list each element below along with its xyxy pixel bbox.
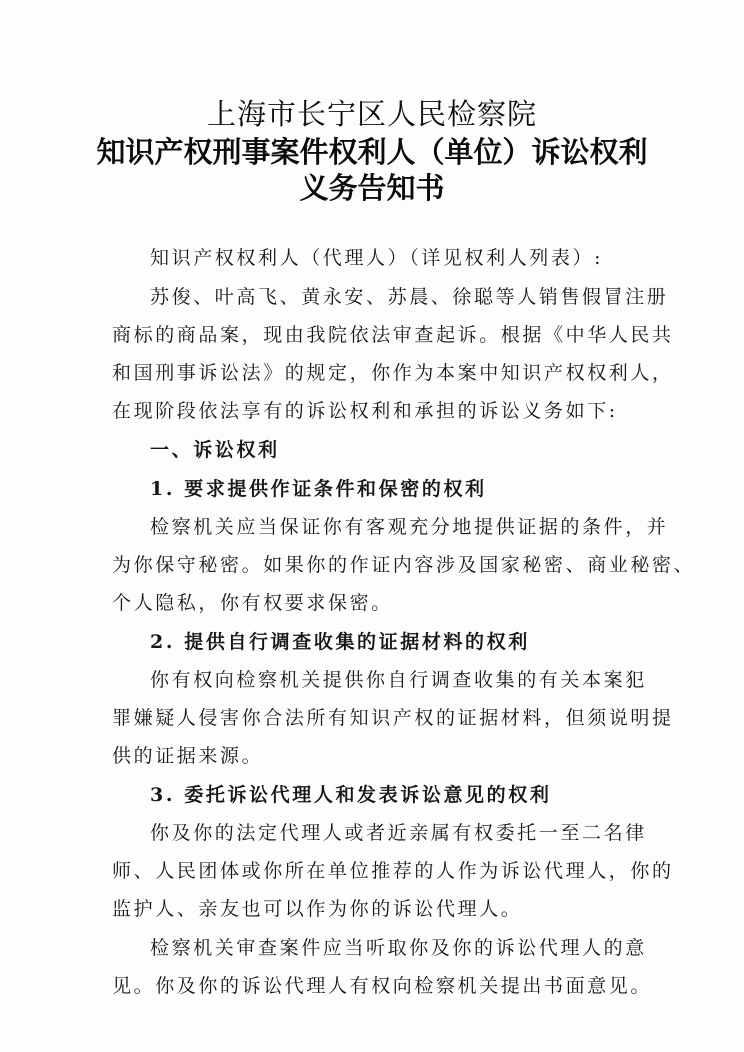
intro-line: 和国刑事诉讼法》的规定，你作为本案中知识产权权利人， — [112, 362, 674, 384]
item-heading: 3. 委托诉讼代理人和发表诉讼意见的权利 — [150, 784, 552, 806]
doc-title-line-1: 知识产权刑事案件权利人（单位）诉讼权利 — [96, 135, 648, 169]
paragraph-line: 罪嫌疑人侵害你合法所有知识产权的证据材料，但须说明提 — [112, 707, 674, 729]
doc-title-line-2: 义务告知书 — [299, 171, 445, 205]
intro-line: 在现阶段依法享有的诉讼权利和承担的诉讼义务如下: — [112, 400, 618, 422]
paragraph-line: 为你保守秘密。如果你的作证内容涉及国家秘密、商业秘密、 — [112, 554, 696, 576]
paragraph-line: 见。你及你的诉讼代理人有权向检察机关提出书面意见。 — [112, 975, 653, 997]
section-heading: 一、诉讼权利 — [150, 439, 280, 461]
item-heading: 2. 提供自行调查收集的证据材料的权利 — [150, 631, 530, 653]
paragraph-line: 供的证据来源。 — [112, 745, 264, 767]
intro-line: 商标的商品案，现由我院依法审查起诉。根据《中华人民共 — [112, 324, 674, 346]
paragraph-line: 个人隐私，你有权要求保密。 — [112, 592, 393, 614]
paragraph-line: 师、人民团体或你所在单位推荐的人作为诉讼代理人，你的 — [112, 860, 674, 882]
paragraph-line: 检察机关应当保证你有客观充分地提供证据的条件，并 — [150, 516, 669, 538]
item-heading: 1. 要求提供作证条件和保密的权利 — [150, 478, 487, 500]
paragraph-line: 检察机关审查案件应当听取你及你的诉讼代理人的意 — [150, 937, 647, 959]
intro-line: 苏俊、叶高飞、黄永安、苏晨、徐聪等人销售假冒注册 — [150, 286, 669, 308]
paragraph-line: 你有权向检察机关提供你自行调查收集的有关本案犯 — [150, 669, 647, 691]
paragraph-line: 你及你的法定代理人或者近亲属有权委托一至二名律 — [150, 822, 647, 844]
salutation: 知识产权权利人（代理人）（详见权利人列表）: — [150, 247, 604, 269]
org-name: 上海市长宁区人民检察院 — [206, 97, 537, 131]
paragraph-line: 监护人、亲友也可以作为你的诉讼代理人。 — [112, 898, 523, 920]
